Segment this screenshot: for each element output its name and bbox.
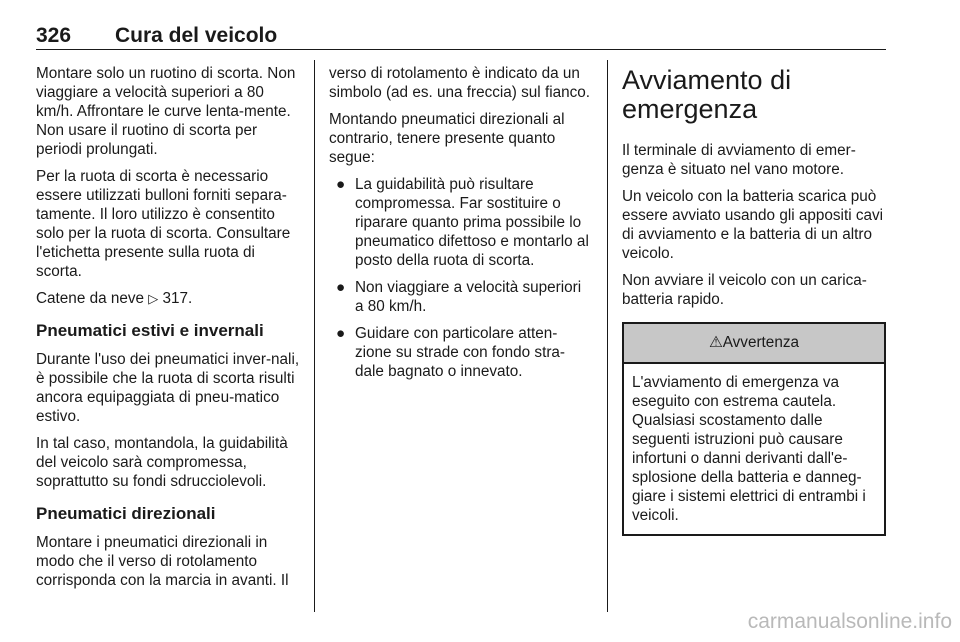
warning-title: Avvertenza bbox=[722, 334, 799, 351]
running-title: Cura del veicolo bbox=[115, 24, 278, 47]
snow-chains-ref[interactable]: 317. bbox=[162, 290, 193, 307]
bullet-icon: ● bbox=[336, 279, 346, 296]
list-item bbox=[329, 175, 592, 270]
warning-body: L'avviamento di emergenza va eseguito con estrema cautela. Qualsiasi scostamento dalle seguenti istruzioni può causare infortuni o danni derivanti dall'e-splosione della batteria e danneg-giare i sistemi elettrici di entrambi i veicoli. bbox=[632, 374, 866, 524]
list-item-text: Guidare con particolare atten-zione su strade con fondo stra-dale bagnato o innevato. bbox=[355, 325, 566, 380]
bullet-list bbox=[329, 175, 592, 381]
list-item-text: Non viaggiare a velocità superiori a 80 km/h. bbox=[355, 279, 582, 315]
paragraph-reverse-mount: Montando pneumatici direzionali al contrario, tenere presente quanto segue: bbox=[329, 111, 565, 166]
paragraph-directional: Montare i pneumatici direzionali in modo che il verso di rotolamento corrisponda con la marcia in avanti. Il bbox=[36, 534, 289, 589]
warning-triangle-icon: ⚠ bbox=[709, 334, 723, 351]
paragraph-terminal: Il terminale di avviamento di emer-genza è situato nel vano motore. bbox=[622, 142, 856, 178]
paragraph-rotation-symbol: verso di rotolamento è indicato da un simbolo (ad es. una freccia) sul fianco. bbox=[329, 65, 591, 101]
bullet-icon: ● bbox=[336, 325, 346, 342]
list-item bbox=[329, 278, 592, 316]
snow-chains-text: Catene da neve bbox=[36, 290, 145, 307]
page-number: 326 bbox=[36, 24, 72, 47]
list-item bbox=[329, 324, 592, 381]
column-divider-1 bbox=[314, 60, 315, 612]
watermark: carmanualsonline.info bbox=[747, 610, 952, 633]
paragraph-handling: In tal caso, montandola, la guidabilità del veicolo sarà compromessa, soprattutto su fondi sdrucciolevoli. bbox=[36, 435, 288, 490]
column-2 bbox=[329, 64, 592, 389]
page-ref-arrow-icon: ▷ bbox=[148, 291, 159, 306]
header-rule bbox=[36, 49, 886, 50]
paragraph-snow-chains bbox=[36, 289, 300, 308]
bullet-icon: ● bbox=[336, 176, 346, 193]
column-3 bbox=[622, 64, 886, 536]
heading-summer-winter-tyres: Pneumatici estivi e invernali bbox=[36, 321, 264, 340]
warning-header bbox=[624, 324, 884, 364]
paragraph-bolts: Per la ruota di scorta è necessario essere utilizzati bulloni forniti separa-tamente. Il loro utilizzo è consentito solo per la ruota di scorta. Consultare l'etichetta presente sulla ruota di scorta. bbox=[36, 168, 291, 280]
column-1 bbox=[36, 64, 300, 598]
paragraph-spare-wheel: Montare solo un ruotino di scorta. Non viaggiare a velocità superiori a 80 km/h. Affrontare le curve lenta-mente. Non usare il ruotino di scorta per periodi prolungati. bbox=[36, 65, 296, 158]
page-header bbox=[36, 24, 886, 52]
warning-box bbox=[622, 322, 886, 536]
list-item-text: La guidabilità può risultare compromessa. Far sostituire o riparare quanto prima possibile lo pneumatico difettoso e montarlo al posto della ruota di scorta. bbox=[355, 176, 589, 269]
paragraph-no-fast-charger: Non avviare il veicolo con un carica-batteria rapido. bbox=[622, 272, 867, 308]
paragraph-winter-tyres: Durante l'uso dei pneumatici inver-nali, è possibile che la ruota di scorta risulti ancora equipaggiata di pneu-matico estivo. bbox=[36, 351, 300, 425]
heading-directional-tyres: Pneumatici direzionali bbox=[36, 504, 216, 523]
paragraph-jump-start: Un veicolo con la batteria scarica può essere avviato usando gli appositi cavi di avviamento e la batteria di un altro veicolo. bbox=[622, 188, 884, 262]
column-divider-2 bbox=[607, 60, 608, 612]
section-title: Avviamento di emergenza bbox=[622, 65, 792, 124]
